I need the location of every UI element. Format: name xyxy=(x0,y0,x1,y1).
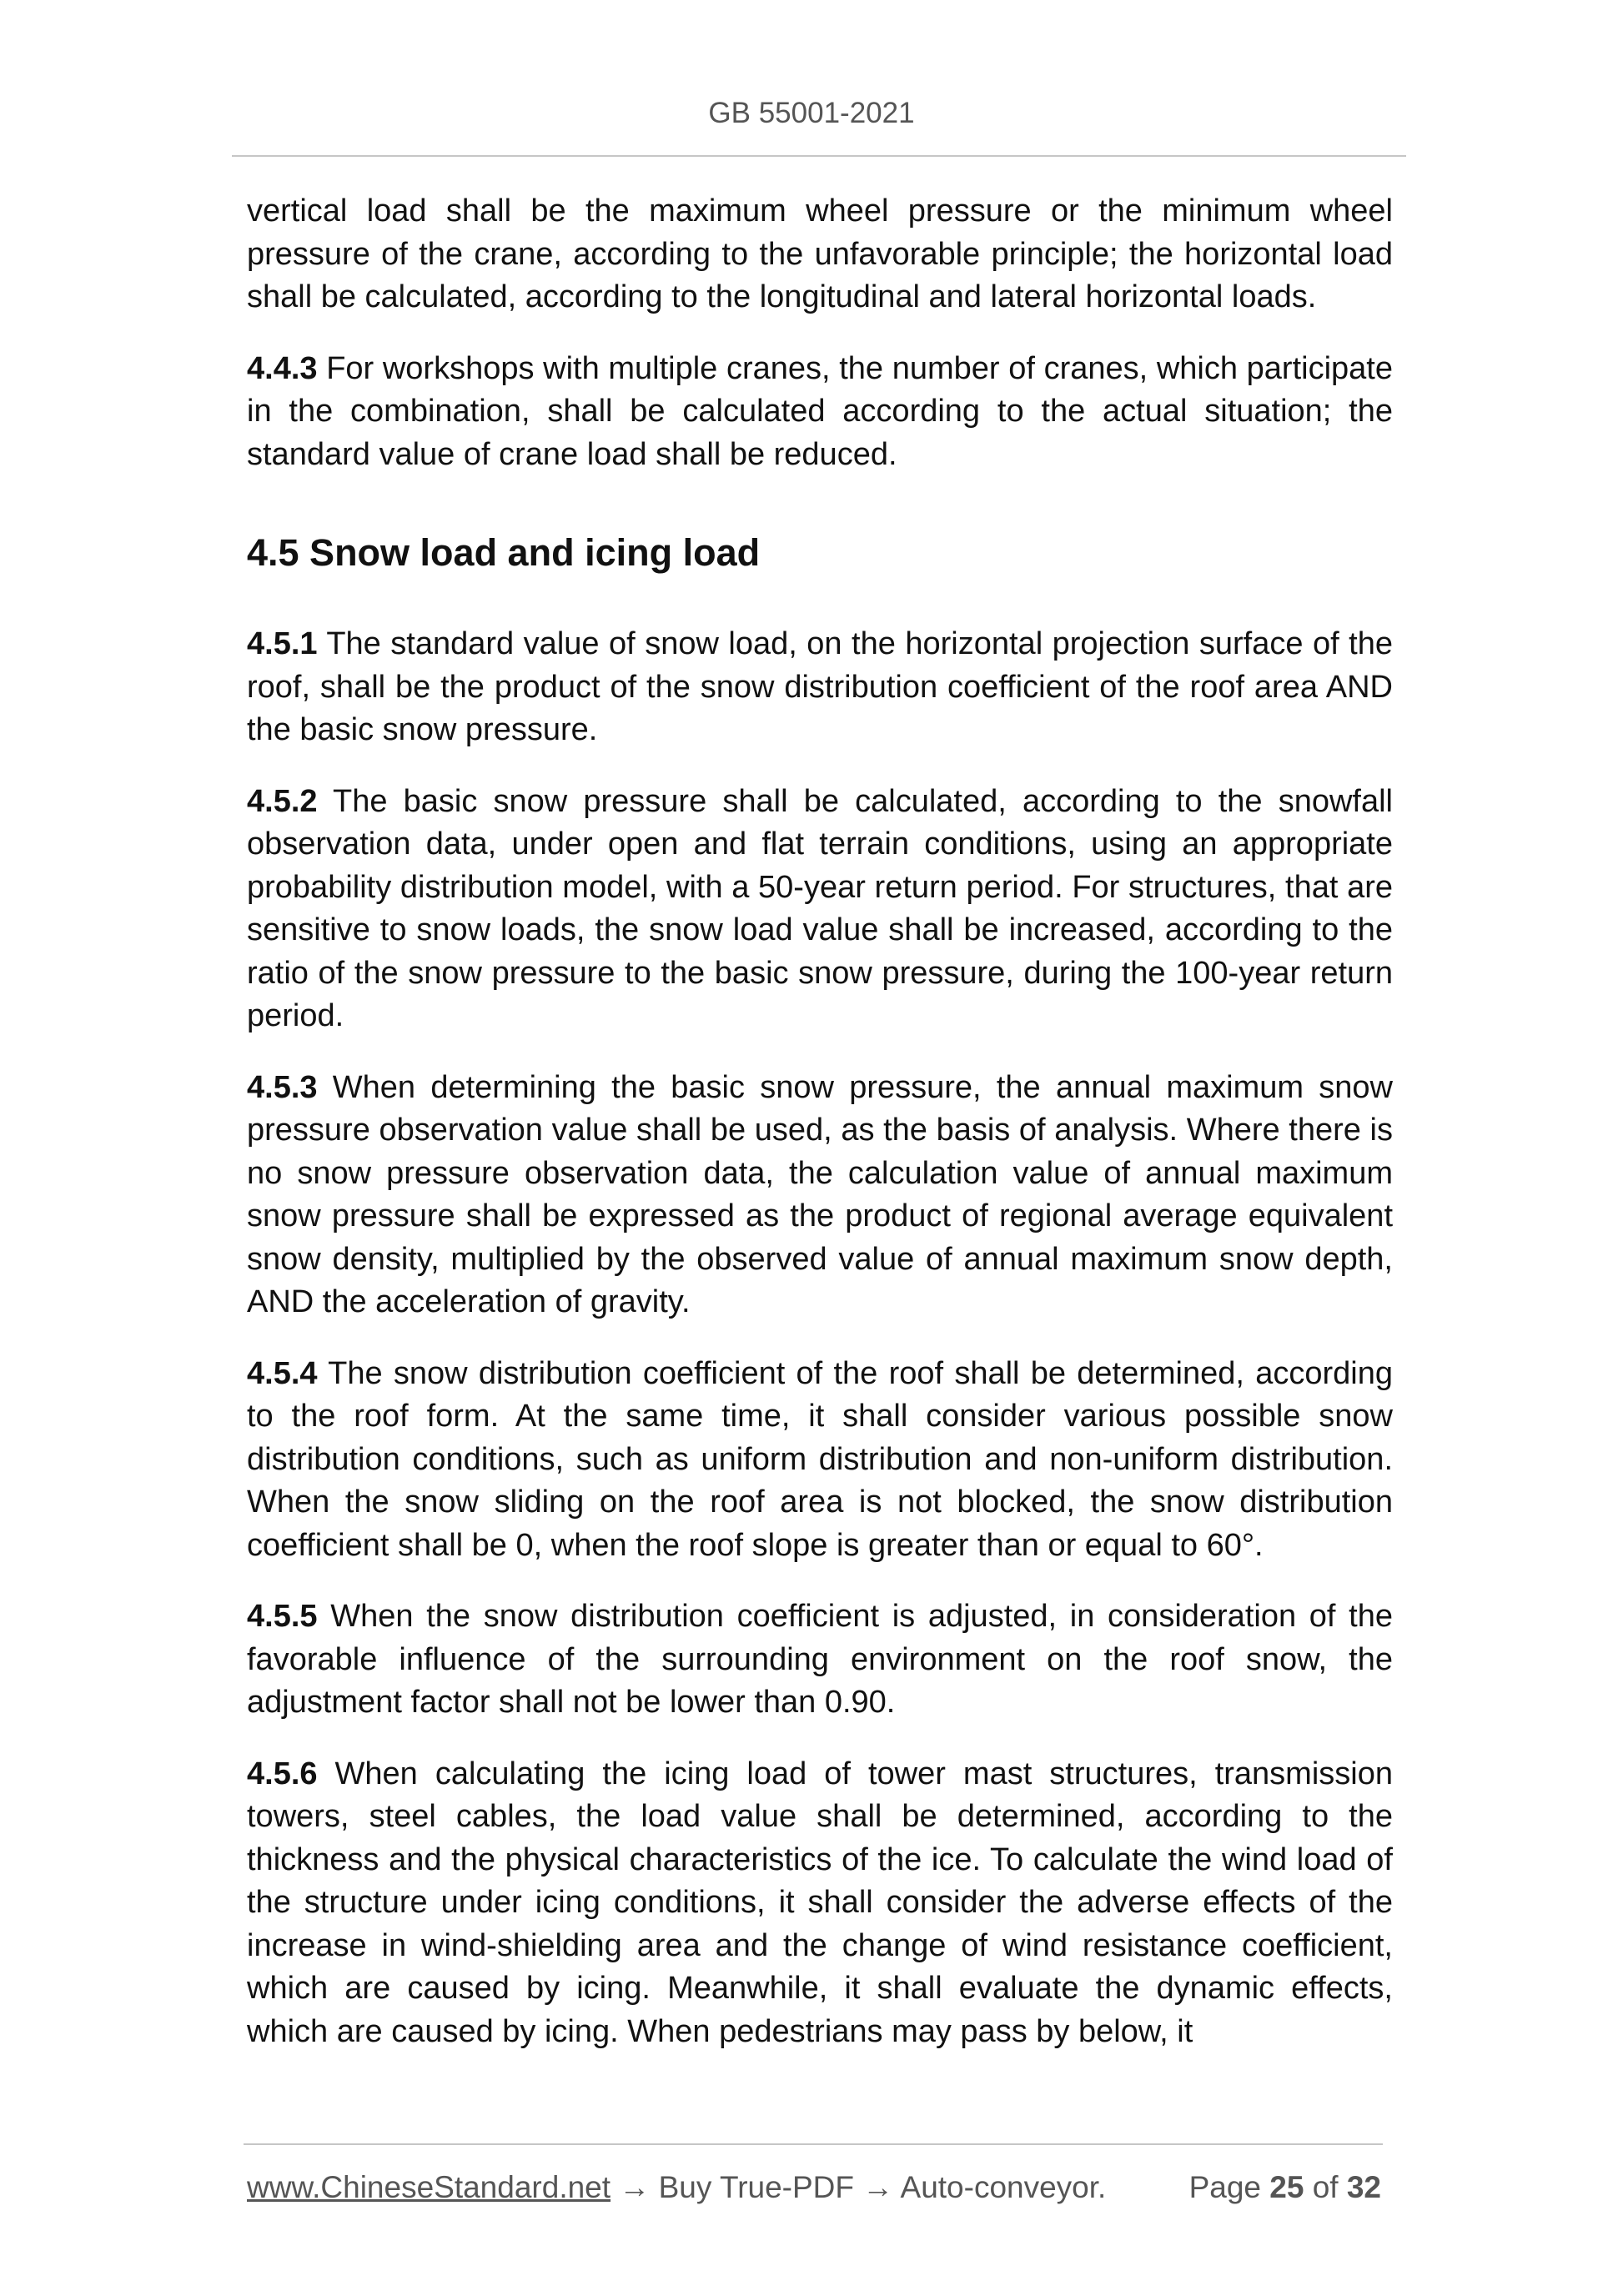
header-divider xyxy=(232,155,1406,157)
clause-4-5-3 xyxy=(247,1067,1393,1324)
clause-number: 4.5.1 xyxy=(247,626,318,661)
clause-text: When determining the basic snow pressure, the annual maximum snow pressure observation value shall be used, as the basis of analysis. Where there is no snow pressure observation data, the calculation value of annual maximum snow pressure shall be expressed as the product of regional average equivalent snow density, multiplied by the observed value of annual maximum snow depth, AND the acceleration of gravity. xyxy=(247,1069,1393,1319)
clause-4-5-5 xyxy=(247,1595,1393,1725)
document-header: GB 55001-2021 xyxy=(708,97,915,129)
continued-paragraph: vertical load shall be the maximum wheel pressure or the minimum wheel pressure of the crane, according to the unfavorable principle; the horizontal load shall be calculated, according to the longitudinal and lateral horizontal loads. xyxy=(247,193,1393,314)
footer-divider xyxy=(244,2143,1383,2145)
current-page: 25 xyxy=(1269,2170,1304,2204)
clause-text: When calculating the icing load of tower mast structures, transmission towers, steel cables, the load value shall be determined, according to the thickness and the physical characteristics of the ice. To calculate the wind load of the structure under icing conditions, it shall consider the adverse effects of the increase in wind-shielding area and the change of wind resistance coefficient, which are caused by icing. Meanwhile, it shall evaluate the dynamic effects, which are caused by icing. When pedestrians may pass by below, it xyxy=(247,1756,1393,2049)
clause-text: For workshops with multiple cranes, the number of cranes, which participate in the combination, shall be calculated according to the actual situation; the standard value of crane load shall be reduced. xyxy=(247,350,1393,472)
clause-4-4-3 xyxy=(247,348,1393,477)
clause-number: 4.4.3 xyxy=(247,350,318,386)
clause-4-5-6 xyxy=(247,1753,1393,2054)
clause-number: 4.5.5 xyxy=(247,1599,318,1634)
section-heading: 4.5 Snow load and icing load xyxy=(247,531,761,574)
clause-text: The standard value of snow load, on the horizontal projection surface of the roof, shall be the product of the snow distribution coefficient of the roof area AND the basic snow pressure. xyxy=(247,626,1393,747)
clause-text: When the snow distribution coefficient is adjusted, in consideration of the favorable influence of the surrounding environment on the roof snow, the adjustment factor shall not be lower than 0.90. xyxy=(247,1599,1393,1720)
clause-number: 4.5.3 xyxy=(247,1069,318,1105)
clause-4-5-2 xyxy=(247,781,1393,1038)
clause-4-5-4 xyxy=(247,1353,1393,1568)
footer-tagline: → Buy True-PDF → Auto-conveyor. xyxy=(611,2170,1107,2204)
clause-text: The basic snow pressure shall be calculated, according to the snowfall observation data, under open and flat terrain conditions, using an appropriate probability distribution model, with a 50-year return period. For structures, that are sensitive to snow loads, the snow load value shall be increased, according to the ratio of the snow pressure to the basic snow pressure, during the 100-year return period. xyxy=(247,783,1393,1033)
footer-links xyxy=(247,2170,1106,2205)
clause-text: The snow distribution coefficient of the roof shall be determined, according to the roof form. At the same time, it shall consider various possible snow distribution conditions, such as uniform distribution and non-uniform distribution. When the snow sliding on the roof area is not blocked, the snow distribution coefficient shall be 0, when the roof slope is greater than or equal to 60°. xyxy=(247,1355,1393,1563)
total-pages: 32 xyxy=(1346,2170,1381,2204)
site-link[interactable]: www.ChineseStandard.net xyxy=(247,2170,611,2204)
page-body xyxy=(247,190,1393,2082)
clause-4-5-1 xyxy=(247,623,1393,752)
clause-number: 4.5.4 xyxy=(247,1355,318,1391)
clause-number: 4.5.6 xyxy=(247,1756,318,1791)
page-indicator: Page 25 of 32 xyxy=(1188,2170,1381,2204)
clause-number: 4.5.2 xyxy=(247,783,318,819)
